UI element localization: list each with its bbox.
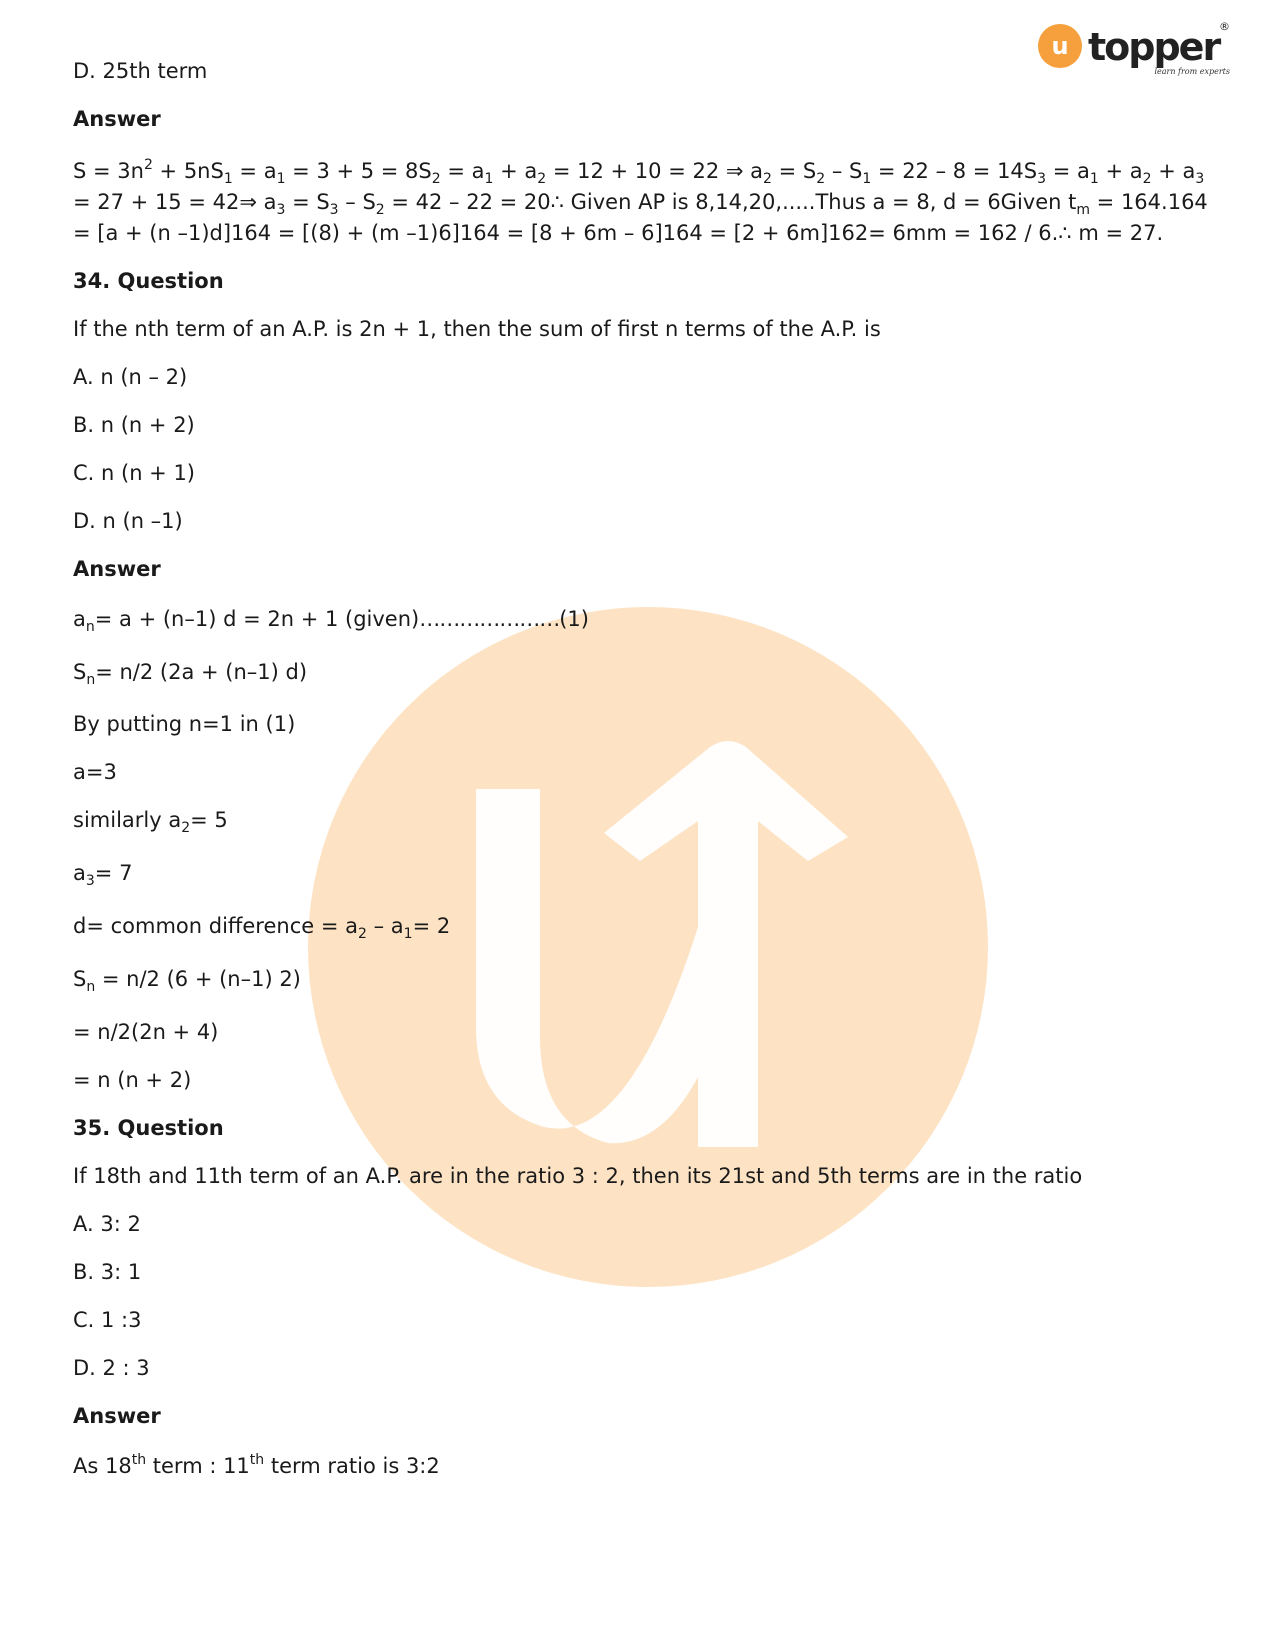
logo-tagline: learn from experts [1154,67,1230,76]
q35-solution-line-1: As 18th term : 11th term ratio is 3:2 [73,1452,440,1478]
q35-heading: 35. Question [73,1116,224,1140]
q34-option-c: C. n (n + 1) [73,461,196,485]
q33-answer-heading: Answer [73,107,161,131]
q34-option-d: D. n (n –1) [73,509,183,533]
q34-solution-line-6: $a_3= 7$ [73,861,133,889]
q35-option-b: B. 3: 1 [73,1260,142,1284]
utopper-logo [1036,18,1236,80]
q35-answer-heading: Answer [73,1404,161,1428]
registered-mark: ® [1219,20,1230,33]
q34-solution-line-7: d= common difference = $a_2 - a_1= 2$ [73,914,451,942]
q34-solution-line-1: $a_n= a + (n-1) d = 2n + 1$ (given)…………………(1) [73,607,589,635]
q33-option-d: D. 25th term [73,59,208,83]
q35-option-a: A. 3: 2 [73,1212,141,1236]
q34-option-b: B. n (n + 2) [73,413,195,437]
q34-solution-line-8: $S_n = n/2$ (6 + (n–1) 2) [73,967,301,995]
q34-solution-line-10: = n (n + 2) [73,1068,192,1092]
q34-answer-heading: Answer [73,557,161,581]
q34-solution-line-9: = n/2(2n + 4) [73,1020,219,1044]
q34-solution-line-4: a=3 [73,760,117,784]
q34-solution-line-3: By putting n=1 in (1) [73,712,296,736]
logo-brand-text: topper [1088,25,1220,69]
q35-option-d: D. 2 : 3 [73,1356,150,1380]
q35-option-c: C. 1 :3 [73,1308,142,1332]
q34-heading: 34. Question [73,269,224,293]
q34-solution-line-5: similarly $a_2= 5$ [73,808,228,836]
q34-option-a: A. n (n – 2) [73,365,188,389]
q33-solution: $S = 3n^2 + 5nS_1 = a_1 = 3 + 5 = 8S_2 = a_1 + a_2 = 12 + 10 = 22$ ⇒ $a_2 = S_2 - S_1 = 22 - 8 = 14S_3 = a_1 + a_2 + a_3 = 27 + 15$ = 42⇒ $a_3 = S_3 - S_2 = 42 - 22$ = 20∴ Given AP is 8,14,20,.....Thus a = 8, d = 6Given $t_m = 164.164 = [a + (n$ –1)d]164 = [(8) + (m –1)6]164 = [8 + 6m – 6]164 = [2 + 6m]162= 6mm = 162 / 6.∴ m = 27. [73,157,1208,245]
logo-letter: u [1051,32,1069,60]
q35-question: If 18th and 11th term of an A.P. are in the ratio 3 : 2, then its 21st and 5th terms are in the ratio [73,1164,1083,1188]
q34-solution-line-2: $S_n= n/2$ (2a + (n–1) d) [73,660,308,688]
q34-question: If the nth term of an A.P. is 2n + 1, then the sum of first n terms of the A.P. is [73,317,881,341]
logo-mark-icon [1036,18,1236,80]
document-content [73,54,1213,1482]
